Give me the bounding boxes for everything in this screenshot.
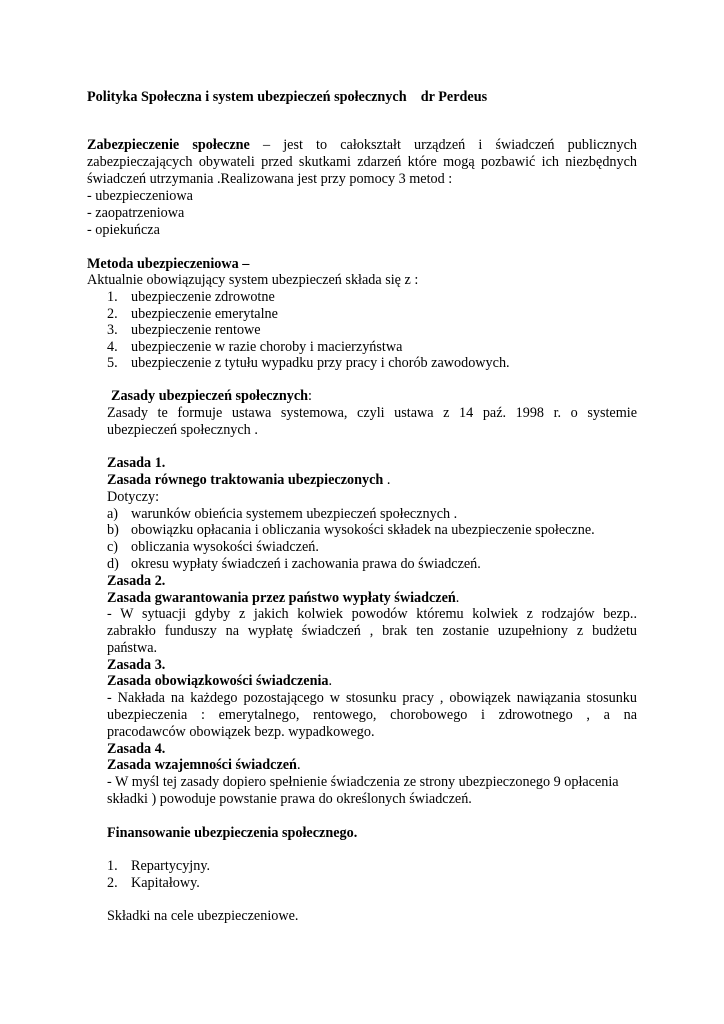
intro-line-2: zabezpieczających obywateli przed skutkami zdarzeń które mogą pozbawić ich niezbędnych: [87, 154, 637, 170]
intro-line-3: świadczeń utrzymania .Realizowana jest przy pomocy 3 metod :: [87, 171, 453, 187]
intro-line-1-rest: – jest to całokształt urządzeń i świadczeń publicznych: [249, 137, 637, 153]
method-item: - ubezpieczeniowa: [87, 188, 193, 204]
zasada-4-line-1: - W myśl tej zasady dopiero spełnienie świadczenia ze strony ubezpieczonego 9 opłacenia: [107, 774, 619, 790]
zasada-2-label: Zasada 2.: [107, 573, 166, 589]
method-heading: Metoda ubezpieczeniowa –: [87, 256, 250, 272]
zasada-2-title: Zasada gwarantowania przez państwo wypłaty świadczeń.: [107, 590, 460, 606]
list-item: 4. ubezpieczenie w razie choroby i macierzyństwa: [107, 339, 403, 355]
zasada-3-line-2: ubezpieczenia : emerytalnego, rentowego, chorobowego i zdrowotnego , a na: [107, 707, 637, 723]
method-item: - opiekuńcza: [87, 222, 160, 238]
list-item: 3. ubezpieczenie rentowe: [107, 322, 261, 338]
financing-footer: Składki na cele ubezpieczeniowe.: [107, 908, 299, 924]
list-item: 2. Kapitałowy.: [107, 875, 200, 891]
method-lead: Aktualnie obowiązujący system ubezpieczeń składa się z :: [87, 272, 419, 288]
rules-line-2: ubezpieczeń społecznych .: [107, 422, 258, 438]
list-item: c) obliczania wysokości świadczeń.: [107, 539, 319, 555]
list-item: d) okresu wypłaty świadczeń i zachowania prawa do świadczeń.: [107, 556, 481, 572]
list-item: 1. Repartycyjny.: [107, 858, 211, 874]
zasada-4-label: Zasada 4.: [107, 741, 166, 757]
zasada-4-line-2: składki ) powoduje powstanie prawa do określonych świadczeń.: [107, 791, 472, 807]
list-item: 2. ubezpieczenie emerytalne: [107, 306, 278, 322]
zasada-1-lead: Dotyczy:: [107, 489, 160, 505]
rules-heading: Zasady ubezpieczeń społecznych:: [111, 388, 312, 404]
rules-line-1: Zasady te formuje ustawa systemowa, czyli ustawa z 14 paź. 1998 r. o systemie: [107, 405, 637, 421]
list-item: 5. ubezpieczenie z tytułu wypadku przy pracy i chorób zawodowych.: [107, 355, 510, 371]
document-title: Polityka Społeczna i system ubezpieczeń społecznych dr Perdeus: [87, 89, 488, 105]
list-item: b) obowiązku opłacania i obliczania wysokości składek na ubezpieczenie społeczne.: [107, 522, 595, 538]
zasada-4-title: Zasada wzajemności świadczeń.: [107, 757, 301, 773]
zasada-3-label: Zasada 3.: [107, 657, 166, 673]
zasada-3-title: Zasada obowiązkowości świadczenia.: [107, 673, 333, 689]
zasada-2-line-1: - W sytuacji gdyby z jakich kolwiek powodów któremu kolwiek z rodzajów bezp..: [107, 606, 637, 622]
method-item: - zaopatrzeniowa: [87, 205, 185, 221]
zasada-1-title: Zasada równego traktowania ubezpieczonych .: [107, 472, 391, 488]
financing-heading: Finansowanie ubezpieczenia społecznego.: [107, 825, 358, 841]
zasada-3-line-1: - Nakłada na każdego pozostającego w stosunku pracy , obowiązek nawiązania stosunku: [107, 690, 637, 706]
intro-term: Zabezpieczenie społeczne: [87, 137, 250, 153]
list-item: a) warunków obieńcia systemem ubezpieczeń społecznych .: [107, 506, 458, 522]
intro-line-1: [87, 137, 637, 154]
zasada-2-line-2: zabrakło funduszy na wypłatę świadczeń , brak ten zostanie uzupełniony z budżetu: [107, 623, 637, 639]
zasada-3-line-3: pracodawców obowiązek bezp. wypadkowego.: [107, 724, 375, 740]
zasada-1-label: Zasada 1.: [107, 455, 166, 471]
list-item: 1. ubezpieczenie zdrowotne: [107, 289, 275, 305]
zasada-2-line-3: państwa.: [107, 640, 158, 656]
